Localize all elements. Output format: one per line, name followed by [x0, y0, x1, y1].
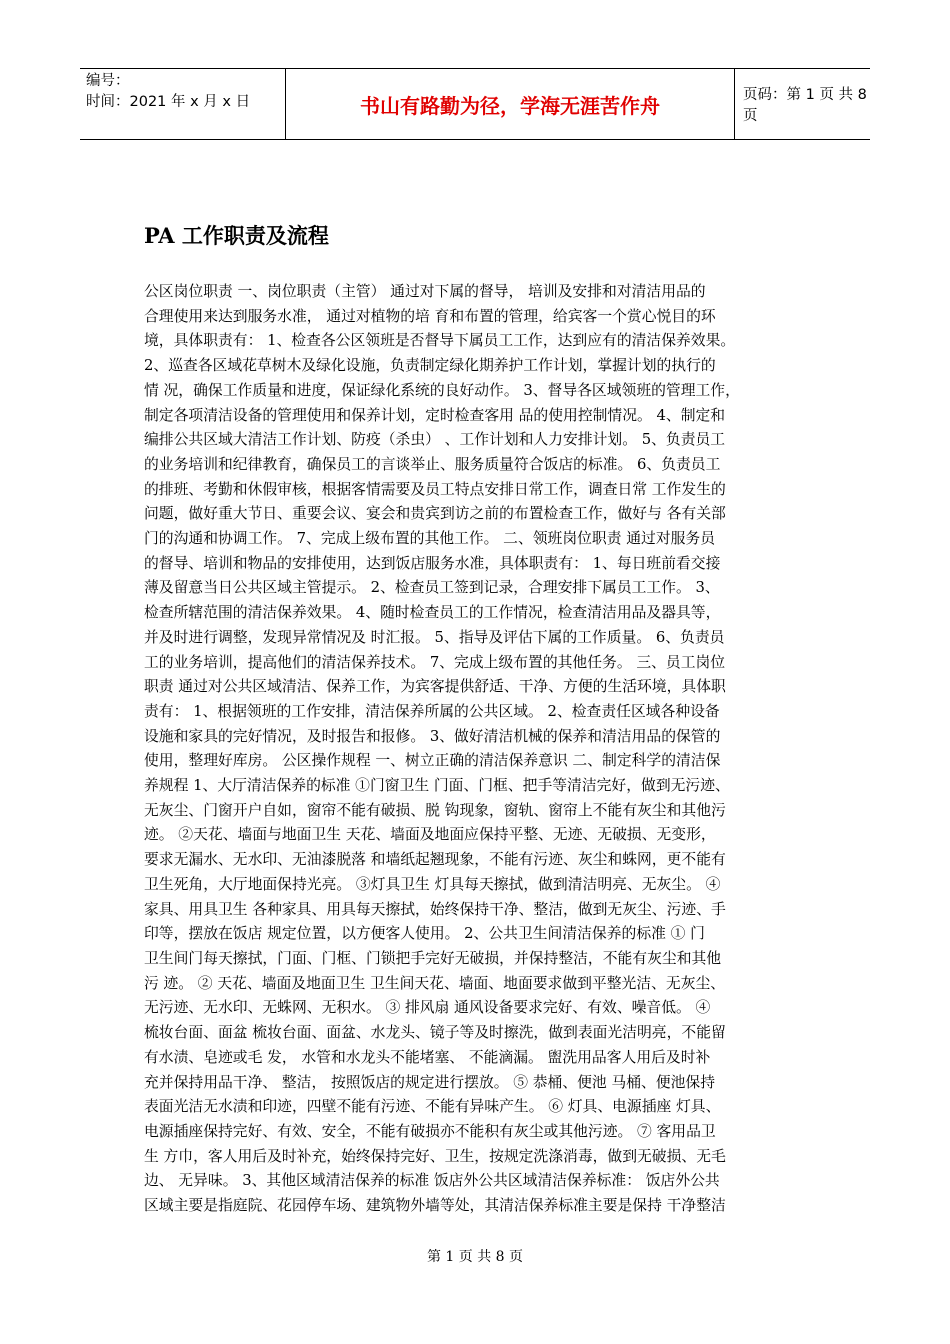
body-line: 要求无漏水、无水印、无油漆脱落 和墙纸起翘现象，不能有污迹、灰尘和蛛网，更不能有 [144, 851, 726, 869]
body-line: 家具、用具卫生 各种家具、用具每天擦拭，始终保持干净、整洁，做到无灰尘、污迹、手 [144, 900, 726, 918]
body-line: 问题，做好重大节日、重要会议、宴会和贵宾到访之前的布置检查工作，做好与 各有关部 [144, 505, 726, 523]
body-line: 无灰尘、门窗开户自如，窗帘不能有破损、脱 钩现象，窗轨、窗帘上不能有灰尘和其他污 [144, 801, 726, 819]
body-line: 责有： 1、根据领班的工作安排，清洁保养所属的公共区域。 2、检查责任区域各种设备 [144, 702, 720, 720]
body-line: 境，具体职责有： 1、检查各公区领班是否督导下属员工工作，达到应有的清洁保养效果。 [144, 332, 736, 350]
body-line: 合理使用来达到服务水准， 通过对植物的培 育和布置的管理，给宾客一个赏心悦目的环 [144, 307, 716, 325]
body-line: 表面光洁无水渍和印迹，四壁不能有污迹、不能有异味产生。 ⑥ 灯具、电源插座 灯具、 [144, 1098, 721, 1116]
document-time-label: 时间：2021 年 x 月 x 日 [86, 94, 251, 110]
body-line: 的排班、考勤和休假审核，根据客情需要及员工特点安排日常工作，调查日常 工作发生的 [144, 480, 726, 498]
body-line: 门的沟通和协调工作。 7、完成上级布置的其他工作。 二、领班岗位职责 通过对服务员 [144, 530, 716, 548]
header-motto: 书山有路勤为径，学海无涯苦作舟 [285, 69, 735, 139]
body-line: 2、巡查各区域花草树木及绿化设施，负责制定绿化期养护工作计划，掌握计划的执行的 [144, 357, 716, 375]
document-number-label: 编号： [86, 73, 130, 89]
body-line: 检查所辖范围的清洁保养效果。 4、随时检查员工的工作情况，检查清洁用品及器具等， [144, 604, 721, 622]
body-line: 生 方巾，客人用后及时补充，始终保持完好、卫生，按规定洗涤消毒，做到无破损、无毛 [144, 1147, 726, 1165]
page-footer: 第 1 页 共 8 页 [426, 1249, 524, 1265]
body-line: 梳妆台面、面盆 梳妆台面、面盆、水龙头、镜子等及时擦洗，做到表面光洁明亮，不能留 [144, 1024, 726, 1042]
body-line: 使用，整理好库房。 公区操作规程 一、树立正确的清洁保养意识 二、制定科学的清洁保 [144, 752, 721, 770]
body-line: 的督导、培训和物品的安排使用，达到饭店服务水准，具体职责有： 1、每日班前看交接 [144, 554, 721, 572]
body-line: 编排公共区域大清洁工作计划、防疫（杀虫） 、工作计划和人力安排计划。 5、负责员工 [144, 431, 726, 449]
body-line: 情 况，确保工作质量和进度，保证绿化系统的良好动作。 3、督导各区域领班的管理工作， [144, 381, 740, 399]
document-title: PA 工作职责及流程 [144, 223, 329, 248]
document-body [144, 280, 816, 1219]
body-line: 卫生死角，大厅地面保持光亮。 ③灯具卫生 灯具每天擦拭，做到清洁明亮、无灰尘。 ④ [144, 875, 721, 893]
body-line: 并及时进行调整，发现异常情况及 时汇报。 5、指导及评估下属的工作质量。 6、负责员 [144, 628, 725, 646]
body-line: 卫生间门每天擦拭，门面、门框、门锁把手完好无破损，并保持整洁，不能有灰尘和其他 [144, 949, 722, 967]
body-line: 电源插座保持完好、有效、安全，不能有破损亦不能积有灰尘或其他污迹。 ⑦ 客用品卫 [144, 1122, 716, 1140]
header-page-label: 页码：第 1 页 共 8 页 [743, 87, 867, 124]
page-header [80, 68, 870, 140]
body-line: 制定各项清洁设备的管理使用和保养计划，定时检查客用 品的使用控制情况。 4、制定和 [144, 406, 726, 424]
body-line: 有水渍、皂迹或毛 发， 水管和水龙头不能堵塞、 不能滴漏。 盥洗用品客人用后及时补 [144, 1048, 711, 1066]
body-line: 印等，摆放在饭店 规定位置，以方便客人使用。 2、公共卫生间清洁保养的标准 ① 门 [144, 925, 705, 943]
body-line: 边、 无异味。 3、其他区域清洁保养的标准 饭店外公共区域清洁保养标准： 饭店外公共 [144, 1172, 720, 1190]
header-meta [80, 69, 285, 139]
body-line: 设施和家具的完好情况，及时报告和报修。 3、做好清洁机械的保养和清洁用品的保管的 [144, 727, 721, 745]
body-line: 无污迹、无水印、无蛛网、无积水。 ③ 排风扇 通风设备要求完好、有效、噪音低。 ④ [144, 999, 711, 1017]
body-line: 充并保持用品干净、 整洁， 按照饭店的规定进行摆放。 ⑤ 恭桶、便池 马桶、便池保持 [144, 1073, 716, 1091]
body-line: 的业务培训和纪律教育，确保员工的言谈举止、服务质量符合饭店的标准。 6、负责员工 [144, 455, 721, 473]
body-line: 工的业务培训，提高他们的清洁保养技术。 7、完成上级布置的其他任务。 三、员工岗位 [144, 653, 726, 671]
body-line: 迹。 ②天花、墙面与地面卫生 天花、墙面及地面应保持平整、无迹、无破损、无变形， [144, 826, 716, 844]
body-line: 薄及留意当日公共区域主管提示。 2、检查员工签到记录，合理安排下属员工工作。 3、 [144, 579, 720, 597]
body-line: 污 迹。 ② 天花、墙面及地面卫生 卫生间天花、墙面、地面要求做到平整光洁、无灰尘、 [144, 974, 726, 992]
body-line: 养规程 1、大厅清洁保养的标准 ①门窗卫生 门面、门框、把手等清洁完好，做到无污迹、 [144, 777, 730, 795]
body-line: 区域主要是指庭院、花园停车场、建筑物外墙等处，其清洁保养标准主要是保持 干净整洁 [144, 1197, 726, 1215]
body-line: 职责 通过对公共区域清洁、保养工作，为宾客提供舒适、干净、方便的生活环境，具体职 [144, 678, 726, 696]
body-line: 公区岗位职责 一、岗位职责（主管） 通过对下属的督导， 培训及安排和对清洁用品的 [144, 283, 706, 300]
